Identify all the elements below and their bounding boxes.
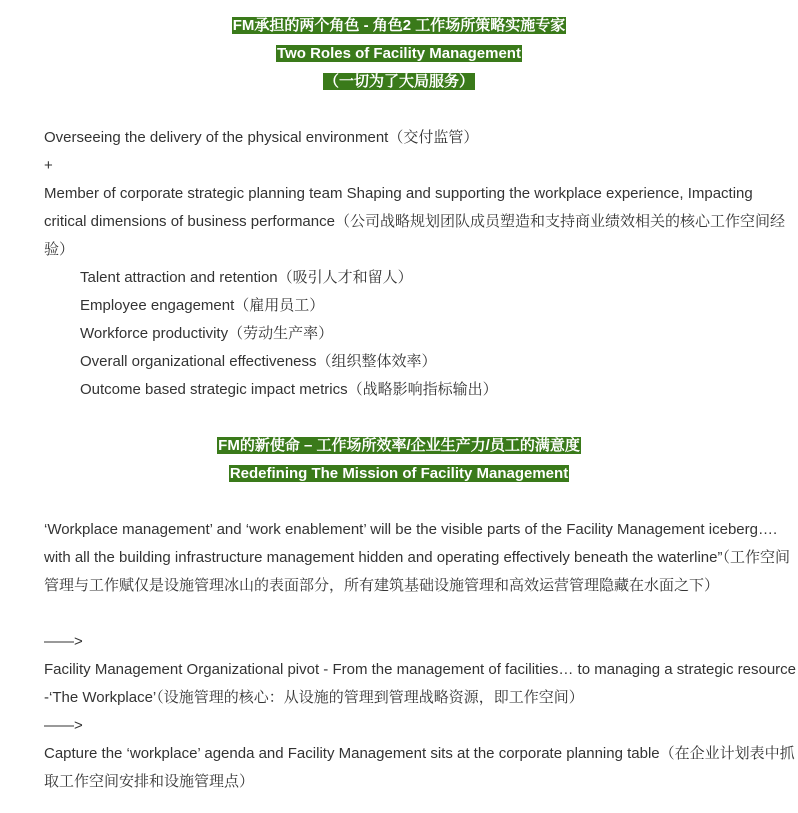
section2-title-en: Redefining The Mission of Facility Management [229,465,569,482]
list-item: Employee engagement（雇用员工） [80,297,325,314]
section1-subtitle-cn: （一切为了大局服务） [323,73,474,90]
list-item: Overall organizational effectiveness（组织整体效率） [80,353,437,370]
section1-heading [0,12,798,96]
section1-title-cn: FM承担的两个角色 - 角色2 工作场所策略实施专家 [232,17,566,34]
strategic-member-paragraph: Member of corporate strategic planning team Shaping and supporting the workplace experience, Impacting critical dimensions of business performance（公司战略规划团队成员塑造和支持商业绩效相关的核心工作空间经验） [44,185,785,258]
section2-heading [0,432,798,488]
arrow-1: ——> [44,633,83,650]
plus-sign: + [44,157,53,174]
list-item: Workforce productivity（劳动生产率） [80,325,334,342]
pivot-paragraph: Facility Management Organizational pivot - From the management of facilities… to managing a strategic resource -‘The Workplace’（设施管理的核心：从设施的管理到管理战略资源，即工作空间） [44,661,797,706]
section1-title-en: Two Roles of Facility Management [277,45,521,62]
list-item: Outcome based strategic impact metrics（战略影响指标输出） [80,381,498,398]
agenda-paragraph: Capture the ‘workplace’ agenda and Facility Management sits at the corporate planning table（在企业计划表中抓取工作空间安排和设施管理点） [44,745,795,790]
list-item: Talent attraction and retention（吸引人才和留人） [80,269,413,286]
section2-title-cn: FM的新使命 – 工作场所效率/企业生产力/员工的满意度 [218,437,580,454]
iceberg-paragraph: ‘Workplace management’ and ‘work enablement’ will be the visible parts of the Facility Management iceberg…. with all the building infrastructure management hidden and operating effectively beneath the waterline”（工作空间管理与工作赋仅是设施管理冰山的表面部分，所有建筑基础设施管理和高效运营管理隐藏在水面之下） [44,521,790,594]
overseeing-line: Overseeing the delivery of the physical environment（交付监管） [44,129,479,146]
arrow-2: ——> [44,717,83,734]
